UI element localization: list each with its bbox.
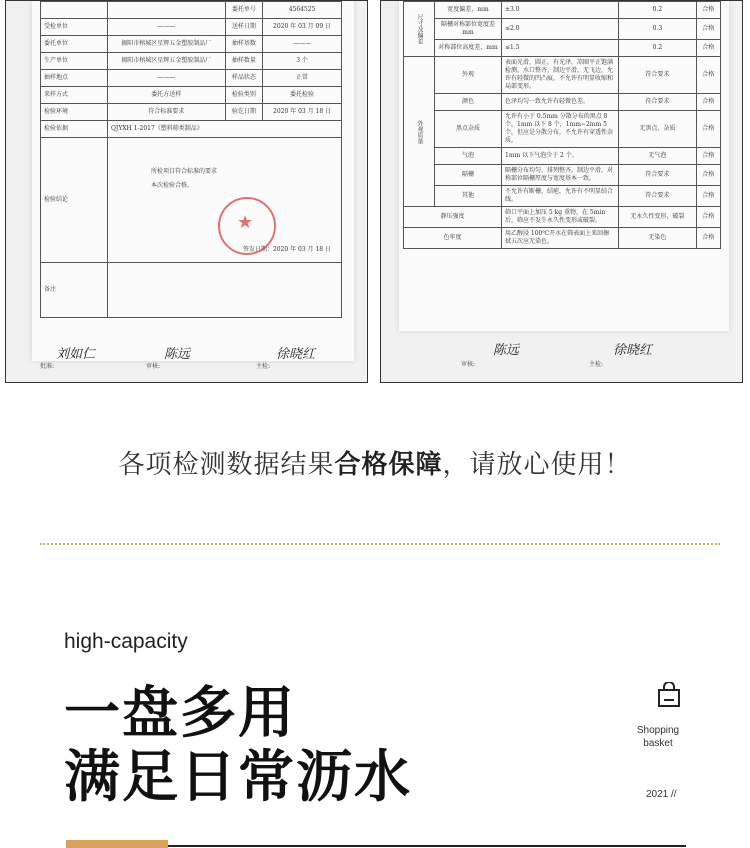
review-label: 审核:	[146, 363, 161, 370]
result-cell-verdict: 合格	[696, 19, 720, 40]
caption-post: ，请放心使用！	[442, 450, 632, 480]
result-cell-item: 气泡	[435, 148, 502, 165]
conclusion-line1: 所检项目符合标准的要求	[151, 168, 218, 175]
result-cell-req: 筛口平面上加压 5 kg 重物，在 5min 后，筛应不发生永久性变形或破裂。	[502, 207, 619, 228]
results-table	[403, 1, 721, 249]
report-cell-label2: 委托单号	[225, 2, 263, 19]
result-cell-result: 无黑点、杂质	[619, 111, 697, 148]
result-cell-item: 外观	[435, 57, 502, 94]
result-cell-item: 其他	[435, 186, 502, 207]
result-cell-result: 符合要求	[619, 57, 697, 94]
result-row	[404, 228, 721, 249]
result-cell-item: 静压强度	[404, 207, 502, 228]
caption-pre: 各项检测数据结果	[118, 450, 335, 480]
report-cell-label2: 检验类别	[225, 87, 263, 104]
section-label: 外观质量	[404, 57, 435, 207]
result-cell-result: 0.2	[619, 2, 697, 19]
basis-value: QJYXH 1-2017《塑料筛类制品》	[108, 121, 342, 138]
result-cell-result: 符合要求	[619, 186, 697, 207]
result-cell-item: 隔栅对称部位宽度差 mm	[435, 19, 502, 40]
result-cell-req: 不允许有断栅、结疤，允许有不明显结合线。	[502, 186, 619, 207]
report-cell-label: 抽样地点	[41, 70, 108, 87]
result-cell-verdict: 合格	[696, 186, 720, 207]
main-inspector-label: 主检:	[256, 363, 271, 370]
result-cell-req: 1mm 以下气泡少于 2 个。	[502, 148, 619, 165]
result-cell-result: 无永久性变形、破裂	[619, 207, 697, 228]
report-cell-label: 来样方式	[41, 87, 108, 104]
result-row	[404, 207, 721, 228]
report-cell-value2: 委托检验	[263, 87, 342, 104]
result-cell-item: 颜色	[435, 94, 502, 111]
inspection-report-left-image	[5, 0, 368, 383]
result-cell-verdict: 合格	[696, 165, 720, 186]
result-row	[404, 40, 721, 57]
red-seal-icon	[218, 197, 276, 255]
report-cell-label: 检验环境	[41, 104, 108, 121]
result-cell-req: ±3.0	[502, 2, 619, 19]
report-cell-label2: 送样日期	[225, 19, 263, 36]
report-cell-mid: 委托方送样	[108, 87, 226, 104]
shopping-bag-icon	[656, 682, 682, 708]
result-cell-result: 0.2	[619, 40, 697, 57]
result-row	[404, 186, 721, 207]
result-cell-result: 无气泡	[619, 148, 697, 165]
report-cell-mid: 符合标准要求	[108, 104, 226, 121]
report-cell-mid: 揭阳市榕城区星辉五金塑胶制品厂	[108, 53, 226, 70]
report-sheet-results	[399, 1, 729, 331]
result-cell-result: 无染色	[619, 228, 697, 249]
review-label-right: 审核:	[461, 361, 476, 368]
result-row	[404, 94, 721, 111]
quality-caption	[0, 444, 750, 481]
year-label: 2021 //	[646, 789, 677, 800]
result-cell-item: 色牢度	[404, 228, 502, 249]
report-cell-label2: 验讫日期	[225, 104, 263, 121]
report-cell-label2: 抽样基数	[225, 36, 263, 53]
shopping-basket-label	[628, 724, 688, 750]
report-cell-value2: 3 个	[263, 53, 342, 70]
result-cell-item: 对称部位高度差，mm	[435, 40, 502, 57]
basket-line2: basket	[643, 738, 673, 749]
result-row	[404, 57, 721, 94]
result-cell-req: 允许有小于 0.5mm 分散分布的黑点 8 个，1mm 以下 8 个，1mm~2mm 5 个，但应是分散分布，不允许有穿透性杂质。	[502, 111, 619, 148]
seal-date: 签发日期：2020 年 03 月 18 日	[242, 246, 331, 253]
result-cell-verdict: 合格	[696, 228, 720, 249]
approve-label: 批准:	[40, 363, 55, 370]
result-cell-req: ≤2.0	[502, 19, 619, 40]
report-cell-mid: ———	[108, 70, 226, 87]
report-cell-label: 受检单位	[41, 19, 108, 36]
result-row	[404, 19, 721, 40]
reviewer-signature-right: 陈远	[493, 343, 520, 358]
result-cell-item: 隔栅	[435, 165, 502, 186]
result-cell-verdict: 合格	[696, 57, 720, 94]
report-cell-mid	[108, 2, 226, 19]
report-row	[41, 19, 342, 36]
report-cell-value2: 2020 年 03 月 09 日	[263, 19, 342, 36]
conclusion-line2: 本次检验合格。	[151, 182, 194, 189]
result-cell-result: 0.3	[619, 19, 697, 40]
report-row	[41, 36, 342, 53]
result-cell-req: 用乙醇浸 100℃开水在筛表面上来回擦拭五次应无染色。	[502, 228, 619, 249]
result-cell-verdict: 合格	[696, 2, 720, 19]
english-title: high-capacity	[64, 630, 188, 653]
report-cell-mid: ———	[108, 19, 226, 36]
report-sheet	[32, 1, 354, 361]
result-cell-req: ≤1.5	[502, 40, 619, 57]
result-cell-verdict: 合格	[696, 40, 720, 57]
inspection-report-right-image	[380, 0, 743, 383]
report-cell-value2: ———	[263, 36, 342, 53]
remark-label: 备注	[41, 263, 108, 318]
report-cell-label2: 样品状态	[225, 70, 263, 87]
result-cell-result: 符合要求	[619, 165, 697, 186]
result-cell-verdict: 合格	[696, 94, 720, 111]
result-cell-verdict: 合格	[696, 148, 720, 165]
conclusion-label: 检验结论	[41, 138, 108, 263]
report-cell-mid: 揭阳市榕城区星辉五金塑胶制品厂	[108, 36, 226, 53]
progress-accent-bar	[66, 840, 168, 848]
main-inspector-label-right: 主检:	[589, 361, 604, 368]
report-row	[41, 104, 342, 121]
report-row	[41, 2, 342, 19]
report-cell-value2: 正常	[263, 70, 342, 87]
basis-label: 检验依据	[41, 121, 108, 138]
result-row	[404, 2, 721, 19]
result-cell-verdict: 合格	[696, 111, 720, 148]
report-cell-label: 生产单位	[41, 53, 108, 70]
report-cell-label2: 抽样数量	[225, 53, 263, 70]
report-cell-label: 委托单位	[41, 36, 108, 53]
approver-signature: 刘如仁	[56, 347, 96, 362]
report-info-table	[40, 1, 342, 318]
result-cell-item: 宽度偏差，mm	[435, 2, 502, 19]
report-cell-value2: 4564525	[263, 2, 342, 19]
result-cell-result: 符合要求	[619, 94, 697, 111]
result-cell-item: 黑点杂质	[435, 111, 502, 148]
inspector-signature-right: 徐晓红	[613, 343, 653, 358]
report-row	[41, 70, 342, 87]
result-cell-req: 色泽均匀一致允许有轻微色差。	[502, 94, 619, 111]
report-cell-label	[41, 2, 108, 19]
result-cell-req: 隔栅分布均匀，排列整齐，制边平滑，对称部位隔栅厚度与宽度基本一致。	[502, 165, 619, 186]
dotted-divider	[40, 543, 720, 547]
report-row	[41, 87, 342, 104]
report-cell-value2: 2020 年 03 月 18 日	[263, 104, 342, 121]
reviewer-signature: 陈远	[164, 347, 191, 362]
result-cell-verdict: 合格	[696, 207, 720, 228]
result-row	[404, 111, 721, 148]
headline-line2: 满足日常沥水	[64, 745, 412, 810]
result-row	[404, 165, 721, 186]
caption-bold: 合格保障	[334, 450, 443, 480]
result-cell-req: 表面光滑，圆正，有光泽，凉圈平正饱满检测，水口整齐，制边平滑，无飞边，允许有轻微的凹凸痕，不允许有明显收缩和局部变形。	[502, 57, 619, 94]
section-label: 尺寸及偏差	[404, 2, 435, 57]
inspector-signature: 徐晓红	[276, 347, 316, 362]
basket-line1: Shopping	[636, 725, 680, 736]
report-row	[41, 53, 342, 70]
result-row	[404, 148, 721, 165]
headline-line1: 一盘多用	[64, 681, 296, 746]
